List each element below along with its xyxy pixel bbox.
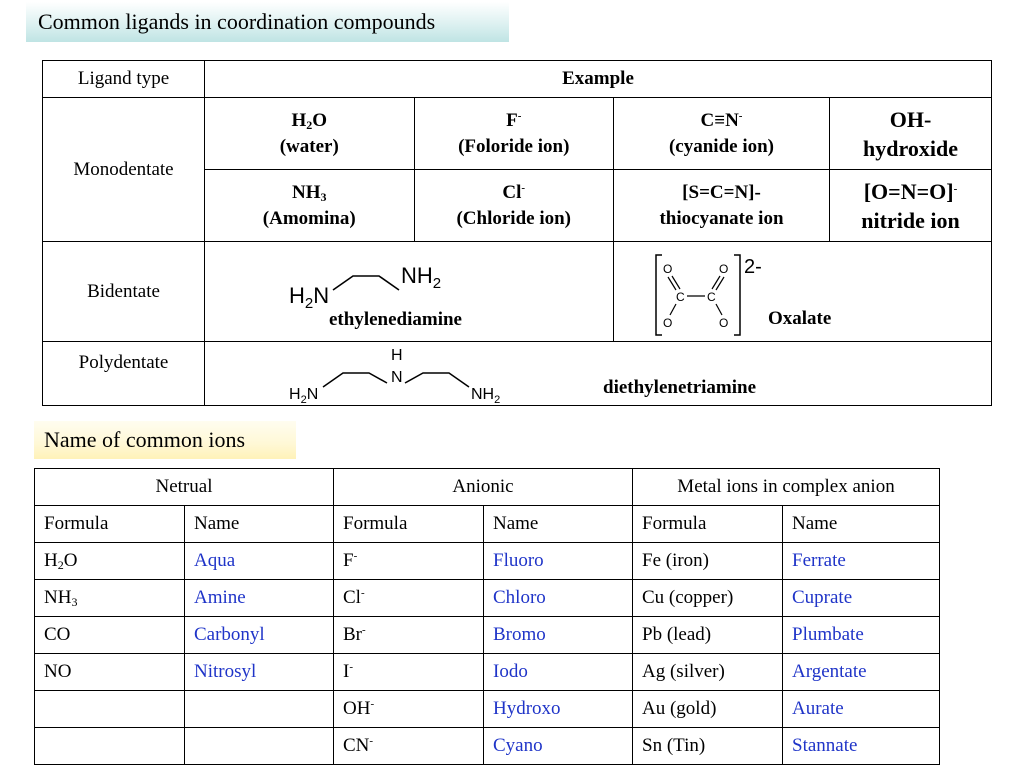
ions-table <box>34 468 940 765</box>
svg-text:H: H <box>391 346 403 364</box>
nitrite-name: nitride ion <box>861 207 960 233</box>
anion-name: Cyano <box>484 728 633 765</box>
anion-formula: Br- <box>334 617 484 654</box>
neutral-name: Carbonyl <box>185 617 334 654</box>
oxalate-structure <box>614 243 990 341</box>
svg-text:N: N <box>391 368 403 386</box>
neutral-name: Aqua <box>185 543 334 580</box>
ligands-section-title: Common ligands in coordination compounds <box>26 2 509 42</box>
bidentate-oxalate-cell <box>614 242 992 342</box>
metal-name: Stannate <box>783 728 940 765</box>
subheader-name: Name <box>783 506 940 543</box>
diethylenetriamine-structure <box>205 343 989 405</box>
neutral-name: Nitrosyl <box>185 654 334 691</box>
ligand-table <box>42 60 992 406</box>
ligand-nitrite <box>830 170 992 242</box>
neutral-name <box>185 728 334 765</box>
metal-formula: Sn (Tin) <box>633 728 783 765</box>
svg-text:O: O <box>663 261 673 276</box>
metal-name: Cuprate <box>783 580 940 617</box>
ligand-ammonia <box>205 170 415 242</box>
metal-name: Ferrate <box>783 543 940 580</box>
metal-formula: Fe (iron) <box>633 543 783 580</box>
neutral-formula <box>35 728 185 765</box>
subheader-name: Name <box>484 506 633 543</box>
anion-name: Fluoro <box>484 543 633 580</box>
ammonia-formula: $NH_3$ <box>292 181 327 204</box>
anion-formula: Cl- <box>334 580 484 617</box>
table-row <box>35 617 940 654</box>
chloride-formula: Cl- <box>502 181 526 203</box>
metal-formula: Ag (silver) <box>633 654 783 691</box>
svg-text:NH2: $NH_2$ <box>471 385 501 405</box>
thiocyanate-formula: [S=C=N]- <box>682 181 761 203</box>
diethylenetriamine-name: diethylenetriamine <box>603 376 757 398</box>
ions-section-title: Name of common ions <box>34 421 296 459</box>
table-row <box>35 691 940 728</box>
svg-text:C: C <box>707 289 716 304</box>
oxalate-charge: 2- <box>744 255 762 278</box>
bidentate-en-cell <box>205 242 614 342</box>
fluoride-name: (Foloride ion) <box>458 135 570 157</box>
cyanide-name: (cyanide ion) <box>668 135 775 157</box>
svg-text:O: O <box>719 315 729 330</box>
ethylenediamine-structure <box>205 243 613 341</box>
header-ligand-type: Ligand type <box>43 61 205 98</box>
table-row <box>35 728 940 765</box>
polydentate-label: Polydentate <box>43 342 205 406</box>
ligand-hydroxide <box>830 98 992 170</box>
hydroxide-formula: OH- <box>889 106 932 132</box>
svg-text:O: O <box>719 261 729 276</box>
anion-name: Bromo <box>484 617 633 654</box>
header-example: Example <box>205 61 992 98</box>
metal-formula: Au (gold) <box>633 691 783 728</box>
polydentate-dien-cell <box>205 342 992 406</box>
monodentate-label: Monodentate <box>43 98 205 242</box>
svg-text:NH2: $NH_2$ <box>401 262 442 292</box>
table-row <box>35 543 940 580</box>
group-neutral: Netrual <box>35 469 334 506</box>
table-row <box>35 654 940 691</box>
neutral-name: Amine <box>185 580 334 617</box>
anion-name: Iodo <box>484 654 633 691</box>
anion-formula: F- <box>334 543 484 580</box>
neutral-name <box>185 691 334 728</box>
ligand-thiocyanate <box>614 170 830 242</box>
ligand-chloride <box>414 170 614 242</box>
anion-formula: OH- <box>334 691 484 728</box>
anion-formula: I- <box>334 654 484 691</box>
nitrite-formula: [O=N=O]- <box>863 178 958 204</box>
table-row <box>35 580 940 617</box>
ligand-water <box>205 98 415 170</box>
water-name: (water) <box>279 135 339 157</box>
oxalate-name: Oxalate <box>768 307 832 329</box>
bidentate-label: Bidentate <box>43 242 205 342</box>
thiocyanate-name: thiocyanate ion <box>659 207 784 229</box>
chloride-name: (Chloride ion) <box>456 207 572 229</box>
metal-formula: Cu (copper) <box>633 580 783 617</box>
svg-text:H2N: $H_2N$ <box>289 282 330 312</box>
ammonia-name: (Amomina) <box>262 207 356 229</box>
subheader-formula: Formula <box>633 506 783 543</box>
ligand-fluoride <box>414 98 614 170</box>
metal-name: Aurate <box>783 691 940 728</box>
neutral-formula <box>35 691 185 728</box>
anion-name: Hydroxo <box>484 691 633 728</box>
ethylenediamine-name: ethylenediamine <box>329 308 462 330</box>
svg-text:C: C <box>676 289 685 304</box>
metal-name: Argentate <box>783 654 940 691</box>
group-anionic: Anionic <box>334 469 633 506</box>
anion-formula: CN- <box>334 728 484 765</box>
svg-text:H2N: $H_2N$ <box>289 385 319 405</box>
metal-name: Plumbate <box>783 617 940 654</box>
fluoride-formula: F- <box>506 109 522 131</box>
subheader-formula: Formula <box>35 506 185 543</box>
hydroxide-name: hydroxide <box>863 135 958 161</box>
subheader-formula: Formula <box>334 506 484 543</box>
group-metal: Metal ions in complex anion <box>633 469 940 506</box>
neutral-formula: NO <box>35 654 185 691</box>
subheader-name: Name <box>185 506 334 543</box>
water-formula: $H_2O$ <box>291 109 328 132</box>
cyanide-formula: C≡N- <box>700 109 743 131</box>
neutral-formula: CO <box>35 617 185 654</box>
neutral-formula: $H_2O$ <box>35 543 185 580</box>
ligand-cyanide <box>614 98 830 170</box>
anion-name: Chloro <box>484 580 633 617</box>
neutral-formula: $NH_3$ <box>35 580 185 617</box>
metal-formula: Pb (lead) <box>633 617 783 654</box>
svg-text:O: O <box>663 315 673 330</box>
